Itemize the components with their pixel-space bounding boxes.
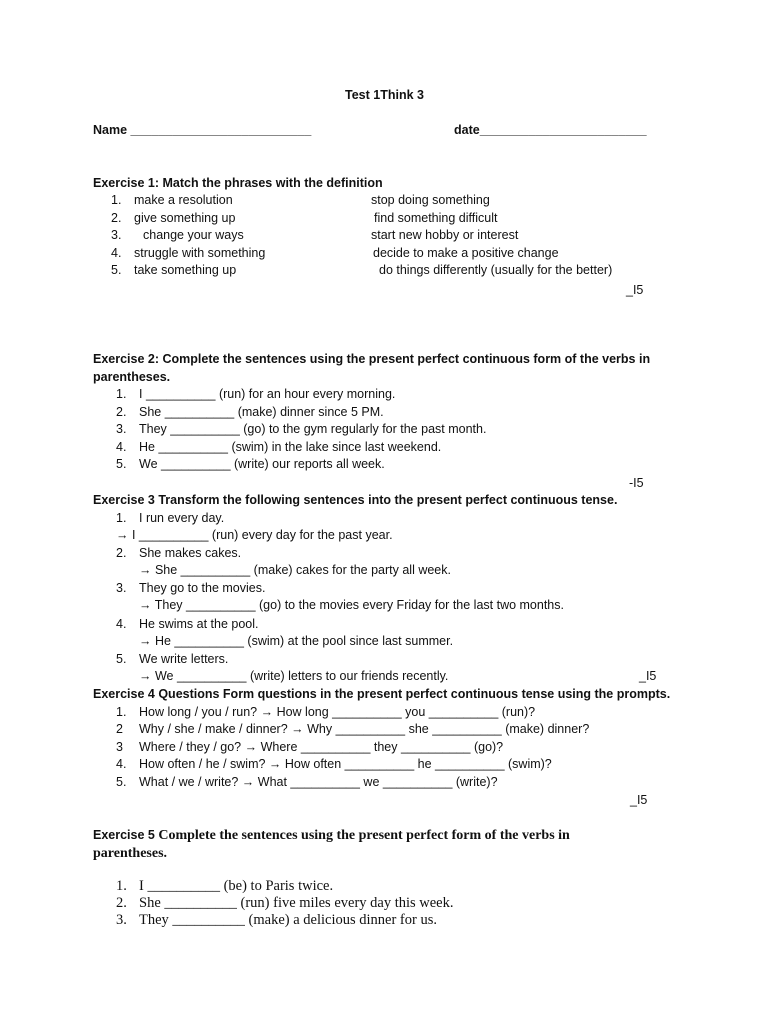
- ex3-item-number: 1.: [116, 511, 127, 525]
- exercise-5-instruction: Complete the sentences using the present perfect form of the verbs in: [158, 828, 570, 843]
- ex3-score: _I5: [639, 669, 657, 683]
- name-field: Name __________________________: [93, 123, 312, 137]
- ex1-definition: find something difficult: [374, 211, 498, 225]
- ex2-item-number: 2.: [116, 405, 127, 419]
- ex1-item-number: 1.: [111, 193, 122, 207]
- ex3-sentence: She makes cakes.: [139, 546, 242, 560]
- ex5-sentence: I __________ (be) to Paris twice.: [139, 878, 334, 894]
- ex4-item-number: 2: [116, 722, 123, 736]
- ex4-prompt: Why / she / make / dinner? → Why __________ she __________ (make) dinner?: [139, 722, 590, 736]
- ex2-sentence: She __________ (make) dinner since 5 PM.: [139, 405, 384, 419]
- ex4-item-number: 1.: [116, 705, 127, 719]
- ex2-item-number: 4.: [116, 440, 127, 454]
- ex2-item-number: 1.: [116, 387, 127, 401]
- ex5-item-number: 2.: [116, 895, 127, 911]
- exercise-5-heading-cont: parentheses.: [93, 846, 168, 861]
- ex5-sentence: They __________ (make) a delicious dinner for us.: [139, 912, 437, 928]
- ex2-item-number: 3.: [116, 422, 127, 436]
- page-title: Test 1Think 3: [345, 88, 424, 102]
- ex3-sentence: They go to the movies.: [139, 581, 266, 595]
- date-field: date________________________: [454, 123, 647, 137]
- ex3-answer-line: → She __________ (make) cakes for the party all week.: [139, 563, 451, 577]
- exercise-3-heading: Exercise 3 Transform the following sentences into the present perfect continuous tense.: [93, 493, 618, 507]
- ex3-answer-line: → We __________ (write) letters to our friends recently.: [139, 669, 449, 683]
- exercise-2-heading: Exercise 2: Complete the sentences using the present perfect continuous form of the verbs in: [93, 352, 651, 366]
- ex3-sentence: We write letters.: [139, 652, 229, 666]
- ex1-phrase: change your ways: [143, 228, 244, 242]
- ex1-item-number: 5.: [111, 263, 122, 277]
- exercise-5-heading: [93, 827, 570, 844]
- exercise-5-label: Exercise 5: [93, 828, 155, 842]
- ex4-score: _I5: [630, 793, 648, 807]
- ex3-item-number: 4.: [116, 617, 127, 631]
- ex3-item-number: 3.: [116, 581, 127, 595]
- ex5-sentence: She __________ (run) five miles every day this week.: [139, 895, 454, 911]
- ex1-definition: stop doing something: [371, 193, 490, 207]
- ex5-item-number: 3.: [116, 912, 127, 928]
- ex1-item-number: 3.: [111, 228, 122, 242]
- ex1-definition: decide to make a positive change: [373, 246, 559, 260]
- ex1-phrase: struggle with something: [134, 246, 266, 260]
- ex4-prompt: How often / he / swim? → How often __________ he __________ (swim)?: [139, 757, 552, 771]
- ex2-sentence: He __________ (swim) in the lake since last weekend.: [139, 440, 442, 454]
- ex3-item-number: 2.: [116, 546, 127, 560]
- ex2-score: -I5: [629, 476, 644, 490]
- ex1-item-number: 2.: [111, 211, 122, 225]
- ex4-item-number: 3: [116, 740, 123, 754]
- exercise-1-heading: Exercise 1: Match the phrases with the definition: [93, 176, 383, 190]
- ex1-item-number: 4.: [111, 246, 122, 260]
- exercise-4-heading: Exercise 4 Questions Form questions in the present perfect continuous tense using the prompts.: [93, 687, 671, 701]
- ex4-item-number: 5.: [116, 775, 127, 789]
- ex3-answer-line: → He __________ (swim) at the pool since last summer.: [139, 634, 454, 648]
- ex3-answer-line: → I __________ (run) every day for the past year.: [116, 528, 393, 542]
- ex3-item-number: 5.: [116, 652, 127, 666]
- ex2-sentence: I __________ (run) for an hour every morning.: [139, 387, 396, 401]
- ex2-sentence: We __________ (write) our reports all week.: [139, 457, 385, 471]
- ex1-phrase: make a resolution: [134, 193, 233, 207]
- ex1-phrase: give something up: [134, 211, 236, 225]
- exercise-2-heading-cont: parentheses.: [93, 370, 171, 384]
- ex4-prompt: What / we / write? → What __________ we __________ (write)?: [139, 775, 498, 789]
- ex5-item-number: 1.: [116, 878, 127, 894]
- ex3-answer-line: → They __________ (go) to the movies every Friday for the last two months.: [139, 598, 564, 612]
- ex1-score: _I5: [626, 283, 644, 297]
- ex2-item-number: 5.: [116, 457, 127, 471]
- ex1-definition: do things differently (usually for the better): [379, 263, 613, 277]
- ex1-phrase: take something up: [134, 263, 237, 277]
- ex1-definition: start new hobby or interest: [371, 228, 519, 242]
- ex4-prompt: Where / they / go? → Where __________ they __________ (go)?: [139, 740, 504, 754]
- ex4-prompt: How long / you / run? → How long __________ you __________ (run)?: [139, 705, 536, 719]
- ex3-sentence: He swims at the pool.: [139, 617, 259, 631]
- ex2-sentence: They __________ (go) to the gym regularly for the past month.: [139, 422, 487, 436]
- ex4-item-number: 4.: [116, 757, 127, 771]
- ex3-sentence: I run every day.: [139, 511, 225, 525]
